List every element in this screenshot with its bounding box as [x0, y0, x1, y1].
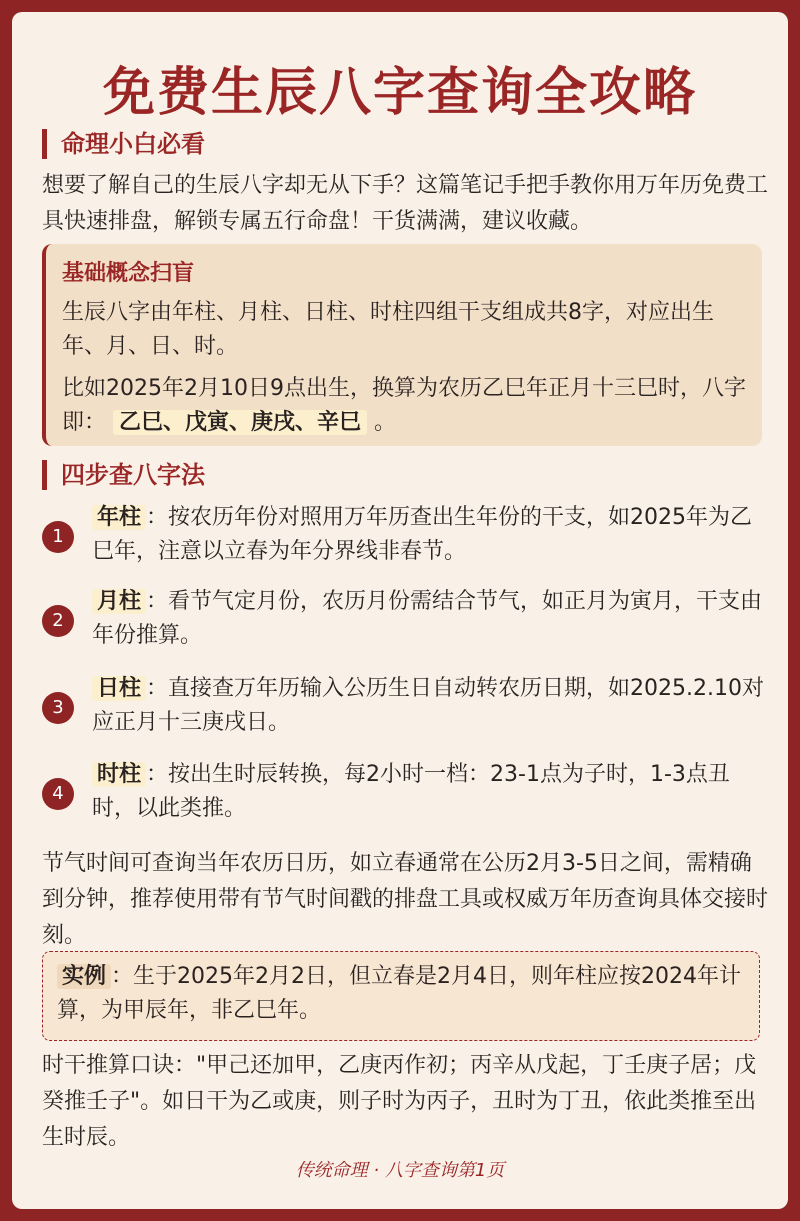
concept-box: [42, 244, 762, 446]
step-desc: ：直接查万年历输入公历生日自动转农历日期，如2025.2.10对应正月十三庚戌日。: [92, 676, 764, 735]
concept-paragraph-1: 生辰八字由年柱、月柱、日柱、时柱四组干支组成共8字，对应出生年、月、日、时。: [62, 300, 714, 359]
step-key: 年柱: [92, 505, 146, 530]
step-key: 时柱: [92, 762, 146, 787]
page-title: 免费生辰八字查询全攻略: [102, 63, 697, 123]
concept-paragraph-2: [62, 372, 752, 440]
intro-paragraph: 想要了解自己的生辰八字却无从下手？这篇笔记手把手教你用万年历免费工具快速排盘，解锁专属五行命盘！干货满满，建议收藏。: [42, 173, 769, 234]
hour-formula-paragraph: 时干推算口诀："甲己还加甲，乙庚丙作初；丙辛从戊起，丁壬庚子居；戊癸推壬子"。如日干为乙或庚，则子时为丙子，丑时为丁丑，依此类推至出生时辰。: [42, 1053, 757, 1150]
bazi-highlight: 乙巳、戊寅、庚戌、辛巳: [113, 410, 367, 435]
step-text: [92, 501, 772, 569]
step-key: 月柱: [92, 589, 146, 614]
step-desc: ：按农历年份对照用万年历查出生年份的干支，如2025年为乙巳年，注意以立春为年分界线非春节。: [92, 505, 753, 564]
step-desc: ：按出生时辰转换，每2小时一档：23-1点为子时，1-3点丑时，以此类推。: [92, 762, 730, 821]
step-number-badge: 3: [42, 692, 74, 724]
note-card: [12, 12, 788, 1209]
step-text: [92, 585, 772, 653]
step-text: [92, 672, 772, 740]
example-key: 实例: [57, 964, 111, 989]
page-footer: 传统命理 · 八字查询第1页: [295, 1160, 505, 1181]
step-number-badge: 4: [42, 778, 74, 810]
step-text: [92, 758, 772, 826]
step-number-badge: 1: [42, 521, 74, 553]
step-number-badge: 2: [42, 605, 74, 637]
example-desc: ：生于2025年2月2日，但立春是2月4日，则年柱应按2024年计算，为甲辰年，非乙巳年。: [57, 964, 741, 1023]
example-box: [42, 951, 760, 1041]
step-desc: ：看节气定月份，农历月份需结合节气，如正月为寅月，干支由年份推算。: [92, 589, 763, 648]
solar-terms-paragraph: 节气时间可查询当年农历日历，如立春通常在公历2月3-5日之间，需精确到分钟，推荐使用带有节气时间戳的排盘工具或权威万年历查询具体交接时刻。: [42, 851, 769, 948]
section-heading-intro: 命理小白必看: [42, 129, 205, 159]
concept-example-prefix: 比如2025年2月10日9点出生，换算为农历乙巳年正月十三巳时，八字即：: [62, 376, 746, 435]
concept-example-suffix: 。: [374, 410, 397, 435]
section-heading-method: 四步查八字法: [42, 460, 205, 490]
concept-heading: 基础概念扫盲: [62, 261, 195, 286]
example-text: [57, 960, 747, 1028]
step-key: 日柱: [92, 676, 146, 701]
